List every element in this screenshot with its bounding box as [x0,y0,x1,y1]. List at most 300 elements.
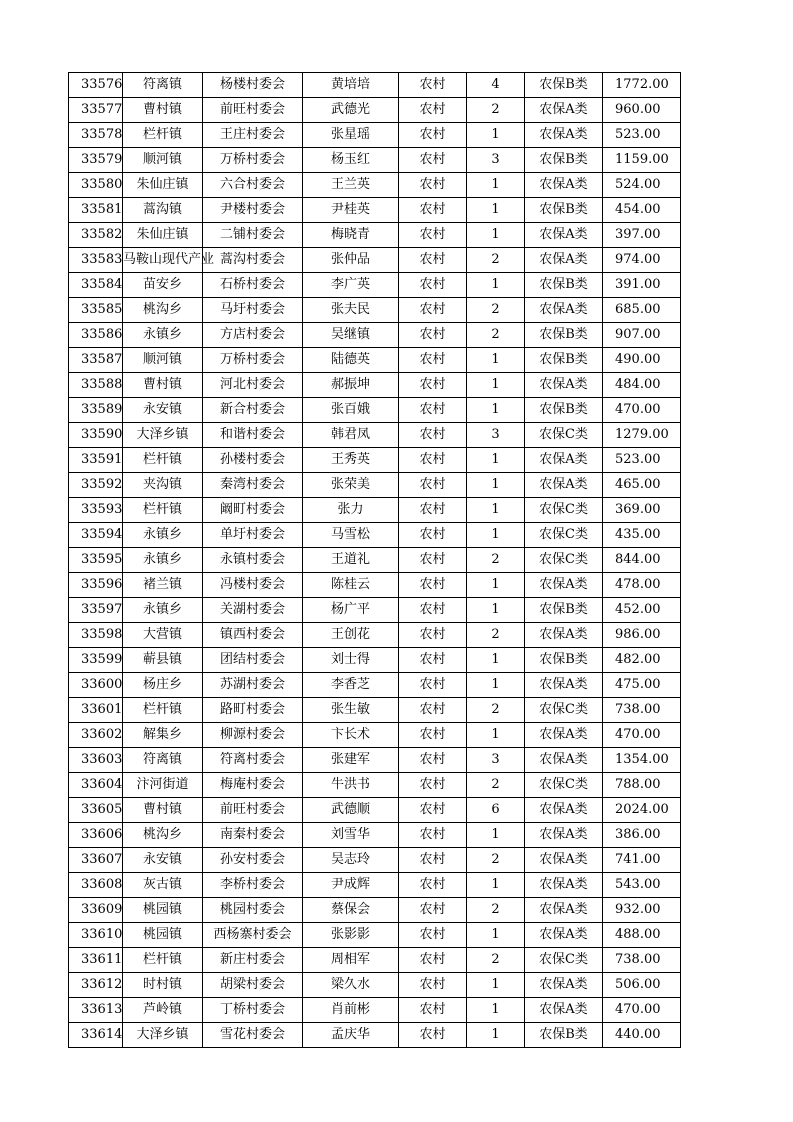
cell-household-size: 1 [467,173,525,198]
cell-record-id: 33589 [69,398,123,423]
cell-village-committee: 秦湾村委会 [203,473,303,498]
cell-record-id: 33605 [69,798,123,823]
cell-amount: 391.00 [603,273,681,298]
cell-insurance-category: 农保C类 [525,423,603,448]
cell-town: 汴河街道 [123,773,203,798]
cell-village-committee: 六合村委会 [203,173,303,198]
cell-person-name: 梅晓青 [303,223,399,248]
cell-person-name: 卞长术 [303,723,399,748]
cell-insurance-category: 农保B类 [525,148,603,173]
cell-record-id: 33596 [69,573,123,598]
cell-amount: 452.00 [603,598,681,623]
cell-household-type: 农村 [399,573,467,598]
table-row [69,273,681,298]
cell-insurance-category: 农保A类 [525,723,603,748]
cell-household-type: 农村 [399,373,467,398]
cell-household-type: 农村 [399,298,467,323]
cell-insurance-category: 农保B类 [525,273,603,298]
cell-household-type: 农村 [399,398,467,423]
cell-person-name: 武德光 [303,98,399,123]
table-row [69,248,681,273]
cell-amount: 1354.00 [603,748,681,773]
table-row [69,623,681,648]
cell-amount: 738.00 [603,948,681,973]
cell-household-type: 农村 [399,348,467,373]
cell-record-id: 33584 [69,273,123,298]
cell-person-name: 刘雪华 [303,823,399,848]
cell-insurance-category: 农保B类 [525,198,603,223]
cell-town: 永镇乡 [123,523,203,548]
cell-record-id: 33607 [69,848,123,873]
cell-insurance-category: 农保B类 [525,323,603,348]
cell-person-name: 王秀英 [303,448,399,473]
cell-person-name: 王创花 [303,623,399,648]
table-row [69,898,681,923]
cell-village-committee: 胡梁村委会 [203,973,303,998]
cell-town: 时村镇 [123,973,203,998]
table-row [69,648,681,673]
cell-household-size: 2 [467,623,525,648]
cell-insurance-category: 农保B类 [525,598,603,623]
cell-household-size: 1 [467,473,525,498]
cell-household-type: 农村 [399,423,467,448]
cell-town: 夹沟镇 [123,473,203,498]
cell-record-id: 33578 [69,123,123,148]
cell-household-type: 农村 [399,498,467,523]
cell-amount: 478.00 [603,573,681,598]
cell-amount: 986.00 [603,623,681,648]
cell-amount: 465.00 [603,473,681,498]
cell-person-name: 王道礼 [303,548,399,573]
cell-household-type: 农村 [399,173,467,198]
cell-village-committee: 桃园村委会 [203,898,303,923]
cell-household-size: 2 [467,98,525,123]
cell-household-size: 2 [467,698,525,723]
cell-town: 灰古镇 [123,873,203,898]
cell-household-type: 农村 [399,98,467,123]
table-row [69,523,681,548]
cell-record-id: 33606 [69,823,123,848]
cell-village-committee: 孙安村委会 [203,848,303,873]
cell-household-size: 1 [467,123,525,148]
cell-town: 栏杆镇 [123,498,203,523]
cell-record-id: 33581 [69,198,123,223]
cell-person-name: 张百娥 [303,398,399,423]
cell-household-type: 农村 [399,123,467,148]
cell-household-size: 1 [467,223,525,248]
cell-person-name: 张夫民 [303,298,399,323]
cell-insurance-category: 农保A类 [525,898,603,923]
cell-village-committee: 前旺村委会 [203,798,303,823]
cell-village-committee: 尹楼村委会 [203,198,303,223]
cell-insurance-category: 农保A类 [525,173,603,198]
cell-amount: 506.00 [603,973,681,998]
cell-village-committee: 柳源村委会 [203,723,303,748]
cell-household-size: 1 [467,573,525,598]
cell-insurance-category: 农保B类 [525,348,603,373]
table-row [69,673,681,698]
cell-village-committee: 河北村委会 [203,373,303,398]
records-table [68,72,681,1048]
table-row [69,923,681,948]
cell-household-size: 1 [467,198,525,223]
cell-household-type: 农村 [399,948,467,973]
cell-amount: 488.00 [603,923,681,948]
cell-household-size: 1 [467,873,525,898]
cell-insurance-category: 农保B类 [525,1023,603,1048]
cell-household-size: 1 [467,598,525,623]
cell-household-type: 农村 [399,898,467,923]
cell-person-name: 黄培培 [303,73,399,98]
cell-record-id: 33599 [69,648,123,673]
cell-household-size: 1 [467,823,525,848]
cell-amount: 2024.00 [603,798,681,823]
cell-village-committee: 马圩村委会 [203,298,303,323]
cell-town: 朱仙庄镇 [123,223,203,248]
cell-record-id: 33577 [69,98,123,123]
cell-record-id: 33604 [69,773,123,798]
cell-household-size: 2 [467,548,525,573]
table-row [69,298,681,323]
cell-person-name: 张影影 [303,923,399,948]
cell-household-type: 农村 [399,73,467,98]
cell-household-type: 农村 [399,723,467,748]
cell-record-id: 33585 [69,298,123,323]
cell-person-name: 张生敏 [303,698,399,723]
table-row [69,948,681,973]
cell-record-id: 33613 [69,998,123,1023]
cell-household-size: 2 [467,323,525,348]
table-row [69,698,681,723]
cell-village-committee: 王庄村委会 [203,123,303,148]
cell-person-name: 梁久水 [303,973,399,998]
cell-amount: 844.00 [603,548,681,573]
cell-household-type: 农村 [399,248,467,273]
cell-amount: 470.00 [603,723,681,748]
cell-household-size: 3 [467,423,525,448]
cell-amount: 960.00 [603,98,681,123]
cell-amount: 470.00 [603,998,681,1023]
cell-record-id: 33600 [69,673,123,698]
cell-household-size: 1 [467,398,525,423]
cell-insurance-category: 农保A类 [525,998,603,1023]
cell-record-id: 33593 [69,498,123,523]
cell-record-id: 33601 [69,698,123,723]
cell-record-id: 33592 [69,473,123,498]
cell-town: 栏杆镇 [123,448,203,473]
cell-insurance-category: 农保A类 [525,623,603,648]
cell-household-type: 农村 [399,1023,467,1048]
cell-town: 永安镇 [123,848,203,873]
cell-household-size: 1 [467,348,525,373]
cell-household-size: 1 [467,1023,525,1048]
cell-person-name: 张力 [303,498,399,523]
cell-amount: 788.00 [603,773,681,798]
table-row [69,198,681,223]
table-row [69,873,681,898]
cell-village-committee: 二铺村委会 [203,223,303,248]
cell-insurance-category: 农保A类 [525,98,603,123]
cell-insurance-category: 农保B类 [525,73,603,98]
cell-household-size: 1 [467,998,525,1023]
cell-insurance-category: 农保C类 [525,773,603,798]
cell-amount: 454.00 [603,198,681,223]
cell-household-size: 3 [467,148,525,173]
cell-record-id: 33587 [69,348,123,373]
cell-village-committee: 关湖村委会 [203,598,303,623]
cell-household-type: 农村 [399,773,467,798]
cell-household-size: 6 [467,798,525,823]
table-row [69,548,681,573]
table-row [69,773,681,798]
cell-record-id: 33609 [69,898,123,923]
cell-household-type: 农村 [399,673,467,698]
cell-person-name: 李广英 [303,273,399,298]
cell-amount: 523.00 [603,448,681,473]
cell-amount: 741.00 [603,848,681,873]
cell-town: 曹村镇 [123,373,203,398]
cell-insurance-category: 农保A类 [525,873,603,898]
cell-village-committee: 团结村委会 [203,648,303,673]
cell-town: 符离镇 [123,748,203,773]
cell-town: 栏杆镇 [123,123,203,148]
table-row [69,148,681,173]
cell-amount: 738.00 [603,698,681,723]
cell-record-id: 33608 [69,873,123,898]
table-row [69,423,681,448]
cell-village-committee: 石桥村委会 [203,273,303,298]
cell-town: 顺河镇 [123,348,203,373]
table-row [69,998,681,1023]
cell-town: 曹村镇 [123,98,203,123]
cell-town: 永镇乡 [123,548,203,573]
table-row [69,373,681,398]
table-row [69,448,681,473]
table-row [69,598,681,623]
cell-insurance-category: 农保B类 [525,398,603,423]
cell-insurance-category: 农保A类 [525,573,603,598]
cell-person-name: 杨玉红 [303,148,399,173]
cell-insurance-category: 农保C类 [525,698,603,723]
cell-town: 大泽乡镇 [123,1023,203,1048]
cell-insurance-category: 农保A类 [525,473,603,498]
cell-town: 芦岭镇 [123,998,203,1023]
cell-amount: 470.00 [603,398,681,423]
cell-amount: 1279.00 [603,423,681,448]
table-row [69,73,681,98]
cell-insurance-category: 农保A类 [525,823,603,848]
cell-village-committee: 镇西村委会 [203,623,303,648]
cell-household-size: 1 [467,523,525,548]
cell-amount: 482.00 [603,648,681,673]
cell-town: 桃沟乡 [123,823,203,848]
cell-village-committee: 丁桥村委会 [203,998,303,1023]
cell-household-size: 2 [467,248,525,273]
table-row [69,98,681,123]
cell-amount: 369.00 [603,498,681,523]
cell-insurance-category: 农保A类 [525,373,603,398]
table-row [69,173,681,198]
cell-person-name: 周相军 [303,948,399,973]
cell-person-name: 刘士得 [303,648,399,673]
cell-household-type: 农村 [399,873,467,898]
cell-person-name: 陈桂云 [303,573,399,598]
cell-household-type: 农村 [399,798,467,823]
cell-record-id: 33598 [69,623,123,648]
cell-household-type: 农村 [399,198,467,223]
cell-household-type: 农村 [399,973,467,998]
cell-insurance-category: 农保A类 [525,448,603,473]
cell-record-id: 33614 [69,1023,123,1048]
table-row [69,748,681,773]
table-row [69,223,681,248]
cell-amount: 490.00 [603,348,681,373]
cell-town: 桃园镇 [123,898,203,923]
cell-insurance-category: 农保A类 [525,848,603,873]
cell-person-name: 郝振坤 [303,373,399,398]
cell-record-id: 33591 [69,448,123,473]
cell-record-id: 33586 [69,323,123,348]
cell-village-committee: 路町村委会 [203,698,303,723]
cell-insurance-category: 农保A类 [525,923,603,948]
cell-village-committee: 方店村委会 [203,323,303,348]
cell-village-committee: 阚町村委会 [203,498,303,523]
table-row [69,323,681,348]
cell-household-size: 1 [467,923,525,948]
cell-town: 顺河镇 [123,148,203,173]
cell-household-size: 1 [467,448,525,473]
cell-person-name: 马雪松 [303,523,399,548]
cell-village-committee: 蒿沟村委会 [203,248,303,273]
cell-household-size: 2 [467,898,525,923]
cell-amount: 524.00 [603,173,681,198]
cell-town: 大营镇 [123,623,203,648]
cell-town: 桃沟乡 [123,298,203,323]
cell-town: 朱仙庄镇 [123,173,203,198]
cell-person-name: 杨广平 [303,598,399,623]
cell-town: 曹村镇 [123,798,203,823]
cell-town: 桃园镇 [123,923,203,948]
cell-village-committee: 梅庵村委会 [203,773,303,798]
cell-amount: 440.00 [603,1023,681,1048]
cell-household-size: 2 [467,298,525,323]
cell-town: 蒿沟镇 [123,198,203,223]
cell-household-type: 农村 [399,548,467,573]
cell-household-size: 3 [467,748,525,773]
cell-amount: 907.00 [603,323,681,348]
cell-person-name: 武德顺 [303,798,399,823]
cell-person-name: 吴志玲 [303,848,399,873]
cell-record-id: 33588 [69,373,123,398]
cell-amount: 435.00 [603,523,681,548]
cell-village-committee: 符离村委会 [203,748,303,773]
table-row [69,573,681,598]
cell-amount: 397.00 [603,223,681,248]
cell-household-type: 农村 [399,473,467,498]
table-row [69,348,681,373]
cell-insurance-category: 农保B类 [525,648,603,673]
cell-person-name: 尹桂英 [303,198,399,223]
cell-town: 永镇乡 [123,323,203,348]
cell-village-committee: 万桥村委会 [203,348,303,373]
cell-town: 杨庄乡 [123,673,203,698]
cell-household-type: 农村 [399,848,467,873]
cell-amount: 484.00 [603,373,681,398]
cell-person-name: 张星瑶 [303,123,399,148]
cell-record-id: 33602 [69,723,123,748]
cell-insurance-category: 农保A类 [525,298,603,323]
cell-insurance-category: 农保A类 [525,248,603,273]
cell-town: 永安镇 [123,398,203,423]
table-row [69,723,681,748]
table-row [69,473,681,498]
cell-amount: 974.00 [603,248,681,273]
cell-amount: 1772.00 [603,73,681,98]
table-row [69,1023,681,1048]
cell-household-type: 农村 [399,273,467,298]
table-row [69,973,681,998]
cell-household-size: 1 [467,973,525,998]
cell-insurance-category: 农保A类 [525,798,603,823]
table-row [69,123,681,148]
cell-household-type: 农村 [399,923,467,948]
cell-person-name: 张荣美 [303,473,399,498]
cell-amount: 543.00 [603,873,681,898]
cell-household-type: 农村 [399,823,467,848]
cell-insurance-category: 农保A类 [525,673,603,698]
cell-insurance-category: 农保A类 [525,123,603,148]
table-row [69,398,681,423]
cell-household-type: 农村 [399,148,467,173]
cell-person-name: 牛洪书 [303,773,399,798]
cell-village-committee: 和谐村委会 [203,423,303,448]
cell-person-name: 王兰英 [303,173,399,198]
cell-town: 马鞍山现代产业 [123,248,203,273]
cell-record-id: 33611 [69,948,123,973]
table-row [69,498,681,523]
cell-village-committee: 单圩村委会 [203,523,303,548]
cell-insurance-category: 农保A类 [525,223,603,248]
cell-person-name: 肖前彬 [303,998,399,1023]
cell-village-committee: 西杨寨村委会 [203,923,303,948]
cell-village-committee: 前旺村委会 [203,98,303,123]
cell-record-id: 33610 [69,923,123,948]
cell-record-id: 33579 [69,148,123,173]
cell-household-type: 农村 [399,748,467,773]
cell-village-committee: 新庄村委会 [203,948,303,973]
cell-person-name: 孟庆华 [303,1023,399,1048]
cell-household-size: 1 [467,723,525,748]
table-row [69,798,681,823]
cell-village-committee: 新合村委会 [203,398,303,423]
cell-household-type: 农村 [399,523,467,548]
cell-amount: 386.00 [603,823,681,848]
cell-village-committee: 杨楼村委会 [203,73,303,98]
cell-town: 栏杆镇 [123,698,203,723]
cell-person-name: 尹成辉 [303,873,399,898]
cell-record-id: 33580 [69,173,123,198]
cell-insurance-category: 农保A类 [525,973,603,998]
cell-household-type: 农村 [399,648,467,673]
cell-household-size: 1 [467,498,525,523]
cell-household-type: 农村 [399,223,467,248]
cell-record-id: 33597 [69,598,123,623]
cell-village-committee: 雪花村委会 [203,1023,303,1048]
cell-record-id: 33612 [69,973,123,998]
cell-household-type: 农村 [399,323,467,348]
cell-amount: 1159.00 [603,148,681,173]
document-page [68,72,681,1048]
